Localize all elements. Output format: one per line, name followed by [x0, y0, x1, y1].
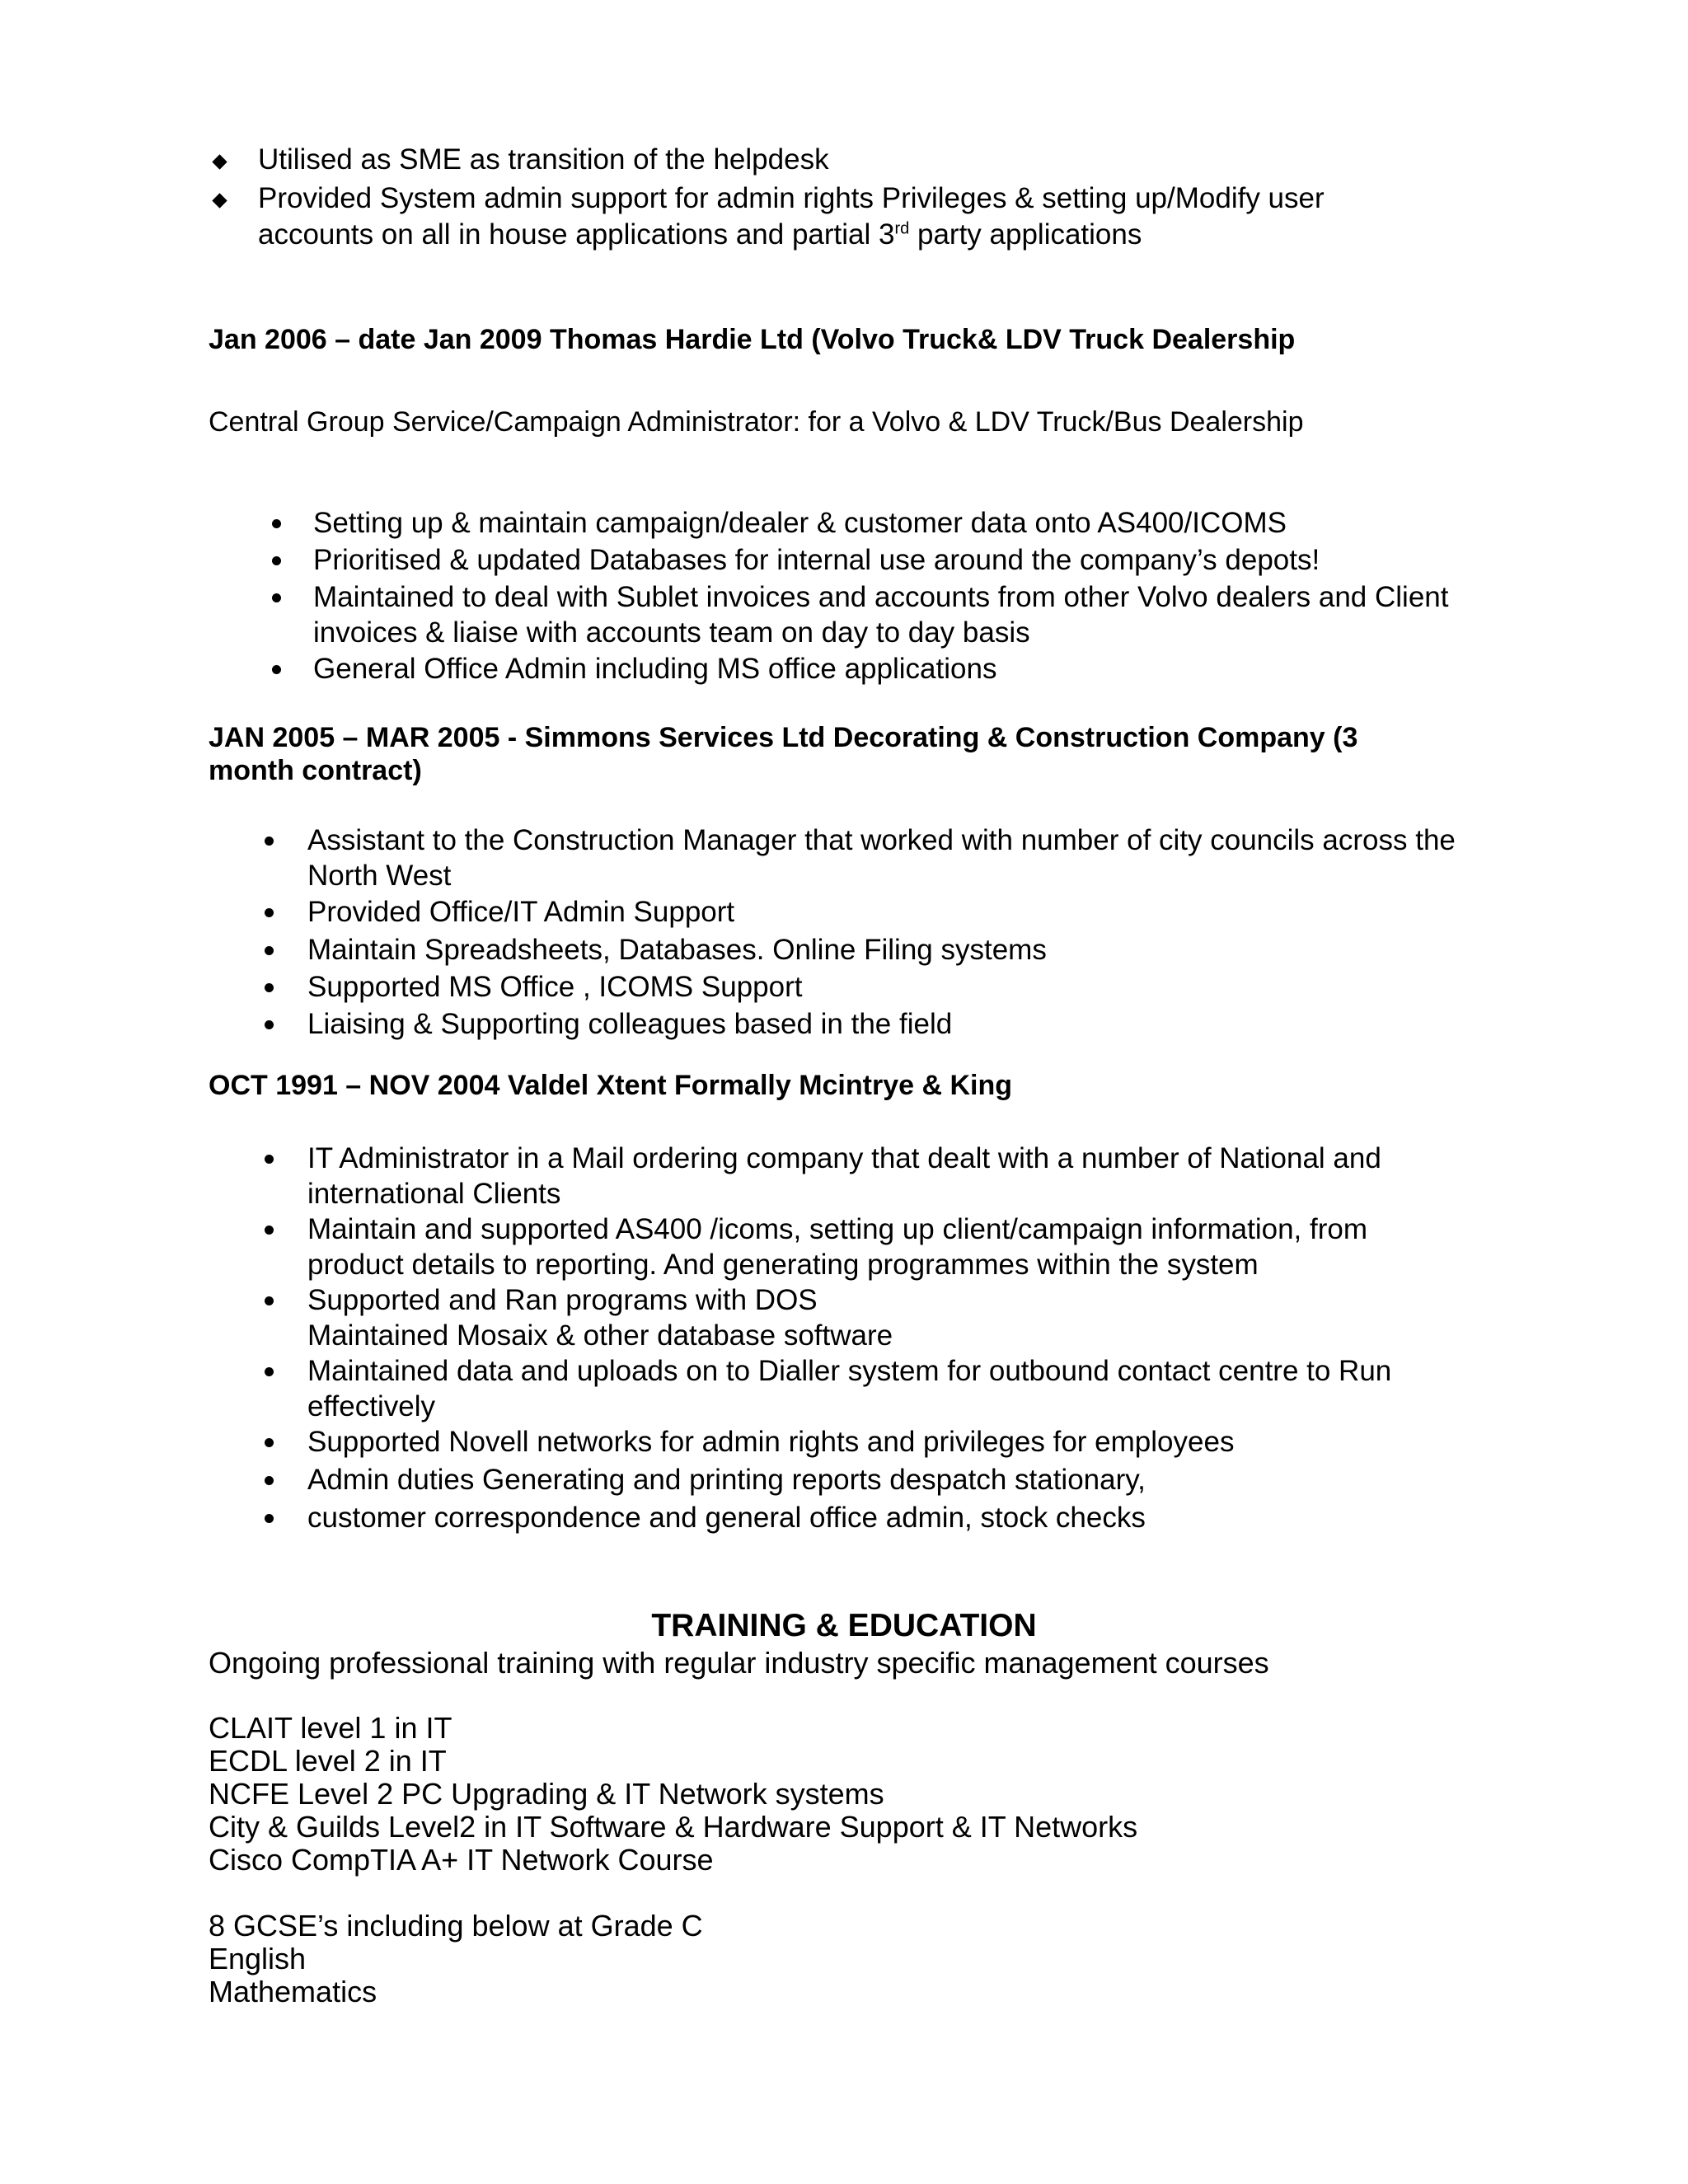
ordinal-suffix: rd: [894, 219, 910, 238]
bullet-icon: [265, 1476, 274, 1485]
diamond-bullet-icon: [212, 154, 227, 169]
job-bullet-text: Maintain Spreadsheets, Databases. Online Filing systems: [307, 934, 1047, 966]
section-heading: TRAINING & EDUCATION: [651, 1608, 1037, 1643]
bullet-icon: [265, 1514, 274, 1523]
job-bullet-text: Prioritised & updated Databases for internal use around the company’s depots!: [313, 544, 1320, 576]
cert-item: City & Guilds Level2 in IT Software & Hardware Support & IT Networks: [209, 1810, 1138, 1844]
job-bullet-text: Provided Office/IT Admin Support: [307, 896, 735, 928]
top-bullet-text-part: accounts on all in house applications and partial 3: [258, 218, 895, 251]
job-bullet-text: Liaising & Supporting colleagues based in the field: [307, 1008, 953, 1040]
job-header: Jan 2006 – date Jan 2009 Thomas Hardie Ltd (Volvo Truck& LDV Truck Dealership: [209, 324, 1296, 355]
job-bullet-text: IT Administrator in a Mail ordering company that dealt with a number of National and: [307, 1142, 1381, 1174]
job-role: Central Group Service/Campaign Administrator: for a Volvo & LDV Truck/Bus Dealership: [209, 406, 1304, 438]
job-header: JAN 2005 – MAR 2005 - Simmons Services Ltd Decorating & Construction Company (3: [209, 722, 1358, 753]
bullet-icon: [265, 837, 274, 846]
job-bullet-text: Assistant to the Construction Manager that worked with number of city councils across the: [307, 824, 1456, 856]
top-bullet-text: Provided System admin support for admin rights Privileges & setting up/Modify user: [258, 182, 1325, 214]
bullet-icon: [272, 665, 281, 674]
job-bullet-text: customer correspondence and general office admin, stock checks: [307, 1502, 1146, 1534]
gcse-item: Mathematics: [209, 1975, 377, 2008]
bullet-icon: [265, 1226, 274, 1235]
gcse-item: English: [209, 1942, 307, 1975]
diamond-bullet-icon: [212, 193, 227, 208]
job-bullet-text-cont: international Clients: [307, 1178, 561, 1210]
bullet-icon: [265, 946, 274, 955]
training-intro: Ongoing professional training with regular industry specific management courses: [209, 1646, 1269, 1680]
cert-item: CLAIT level 1 in IT: [209, 1711, 452, 1745]
cert-item: Cisco CompTIA A+ IT Network Course: [209, 1843, 714, 1877]
job-bullet-text: Setting up & maintain campaign/dealer & customer data onto AS400/ICOMS: [313, 507, 1287, 539]
bullet-icon: [265, 1020, 274, 1029]
gcse-item: 8 GCSE’s including below at Grade C: [209, 1909, 703, 1943]
cert-item: ECDL level 2 in IT: [209, 1744, 447, 1778]
cert-item: NCFE Level 2 PC Upgrading & IT Network systems: [209, 1777, 884, 1811]
job-bullet-text: Supported Novell networks for admin rights and privileges for employees: [307, 1426, 1235, 1458]
job-header-cont: month contract): [209, 755, 422, 786]
bullet-icon: [272, 556, 281, 565]
job-bullet-text: Admin duties Generating and printing reports despatch stationary,: [307, 1464, 1146, 1496]
bullet-icon: [265, 908, 274, 917]
job-bullet-text: Maintained data and uploads on to Dialler system for outbound contact centre to Run: [307, 1355, 1392, 1387]
job-bullet-text-cont: Maintained Mosaix & other database software: [307, 1319, 893, 1352]
job-bullet-text-cont: North West: [307, 860, 452, 892]
job-bullet-text: Maintained to deal with Sublet invoices and accounts from other Volvo dealers and Client: [313, 581, 1449, 613]
bullet-icon: [265, 1296, 274, 1305]
job-bullet-text-cont: product details to reporting. And generating programmes within the system: [307, 1249, 1259, 1281]
job-bullet-text: Supported and Ran programs with DOS: [307, 1284, 818, 1316]
bullet-icon: [265, 1155, 274, 1164]
top-bullet-text: Utilised as SME as transition of the helpdesk: [258, 143, 829, 176]
bullet-icon: [265, 1367, 274, 1376]
top-bullet-text-part: party applications: [909, 218, 1142, 251]
bullet-icon: [265, 1438, 274, 1447]
job-bullet-text-cont: invoices & liaise with accounts team on day to day basis: [313, 616, 1030, 649]
job-header: OCT 1991 – NOV 2004 Valdel Xtent Formally Mcintrye & King: [209, 1070, 1012, 1101]
job-bullet-text-cont: effectively: [307, 1390, 435, 1422]
job-bullet-text: Maintain and supported AS400 /icoms, setting up client/campaign information, from: [307, 1213, 1367, 1245]
top-bullet-text-cont: [258, 217, 1142, 253]
bullet-icon: [265, 983, 274, 992]
bullet-icon: [272, 519, 281, 528]
bullet-icon: [272, 593, 281, 602]
job-bullet-text: Supported MS Office , ICOMS Support: [307, 971, 803, 1003]
job-bullet-text: General Office Admin including MS office applications: [313, 653, 997, 685]
